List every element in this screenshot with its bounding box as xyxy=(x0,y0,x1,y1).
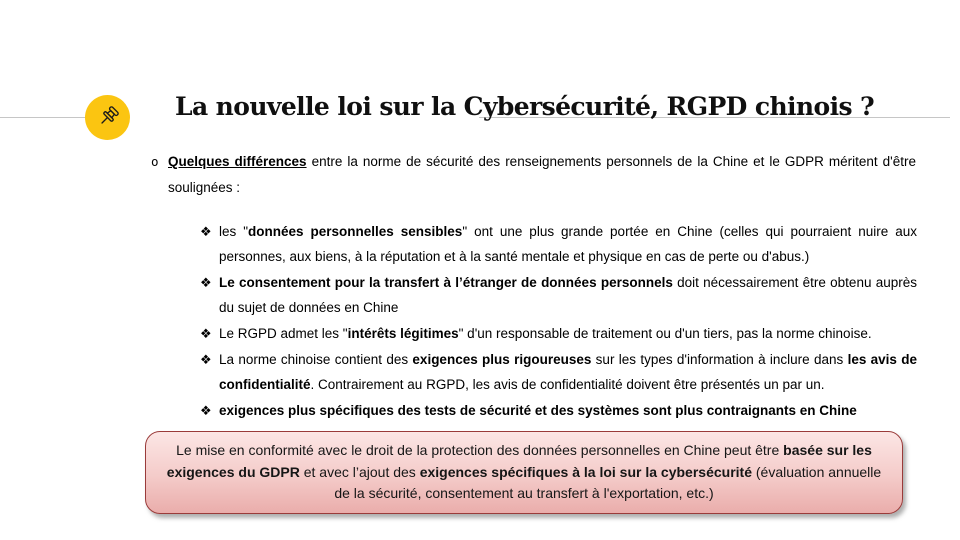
bullet-item xyxy=(200,219,917,269)
text-segment: sur les types d'information à inclure dans xyxy=(591,352,848,367)
bullet-text xyxy=(219,403,857,418)
diamond-bullet-marker: ❖ xyxy=(200,225,212,240)
diamond-bullet-marker: ❖ xyxy=(200,404,212,419)
text-segment: intérêts légitimes xyxy=(347,326,459,341)
text-segment: La norme chinoise contient des xyxy=(219,352,413,367)
text-segment: doit nécessairement être obtenu auprès du sujet de données en Chine xyxy=(219,275,917,315)
page-title: La nouvelle loi sur la Cybersécurité, RGPD chinois ? xyxy=(175,92,875,121)
diamond-bullet-marker: ❖ xyxy=(200,276,212,291)
bullet-item xyxy=(200,398,917,423)
bullet-list xyxy=(200,219,917,424)
bullet-item xyxy=(200,321,917,346)
circle-bullet-marker: o xyxy=(151,154,159,169)
bullet-item xyxy=(200,347,917,397)
bullet-item xyxy=(200,270,917,320)
text-segment: Le mise en conformité avec le droit de la protection des données personnelles en Chine peut être xyxy=(176,442,784,459)
diamond-bullet-marker: ❖ xyxy=(200,327,212,342)
bullet-text xyxy=(219,275,917,315)
bullet-text xyxy=(219,326,872,341)
text-segment: les avis de confidentialité xyxy=(219,352,917,392)
intro-text xyxy=(168,154,916,195)
text-segment: Le consentement pour la transfert à l’étranger de données personnels xyxy=(219,275,673,290)
pushpin-icon xyxy=(92,102,123,133)
bullet-text xyxy=(219,224,917,264)
pushpin-badge xyxy=(85,95,130,140)
text-segment: exigences spécifiques à la loi sur la cybersécurité xyxy=(419,463,752,480)
text-segment: données personnelles sensibles xyxy=(248,224,463,239)
summary-text xyxy=(146,440,902,505)
text-segment: . Contrairement au RGPD, les avis de confidentialité doivent être présentés un par un. xyxy=(310,377,825,392)
text-segment: exigences plus rigoureuses xyxy=(412,352,592,367)
intro-bullet xyxy=(150,149,916,201)
diamond-bullet-marker: ❖ xyxy=(200,353,212,368)
text-segment: Quelques différences xyxy=(168,154,307,169)
text-segment: entre la norme de sécurité des renseignements personnels de la Chine et le GDPR méritent d'être soulignées : xyxy=(168,154,917,195)
text-segment: Le RGPD admet les " xyxy=(219,326,348,341)
text-segment: basée sur les exigences du GDPR xyxy=(166,442,872,480)
text-segment: " d'un responsable de traitement ou d'un tiers, pas la norme chinoise. xyxy=(458,326,872,341)
text-segment: " ont une plus grande portée en Chine (celles qui pourraient nuire aux personnes, aux biens, à la réputation et à la santé mentale et physique en cas de perte ou d'abus.) xyxy=(219,224,918,264)
text-segment: et avec l’ajout des xyxy=(299,463,420,480)
text-segment: les " xyxy=(219,224,249,239)
text-segment: exigences plus spécifiques des tests de sécurité et des systèmes sont plus contraignants en Chine xyxy=(219,403,857,418)
text-segment: (évaluation annuelle de la sécurité, consentement au transfert à l'exportation, etc.) xyxy=(334,463,882,502)
summary-box xyxy=(145,431,903,514)
bullet-text xyxy=(219,352,917,392)
